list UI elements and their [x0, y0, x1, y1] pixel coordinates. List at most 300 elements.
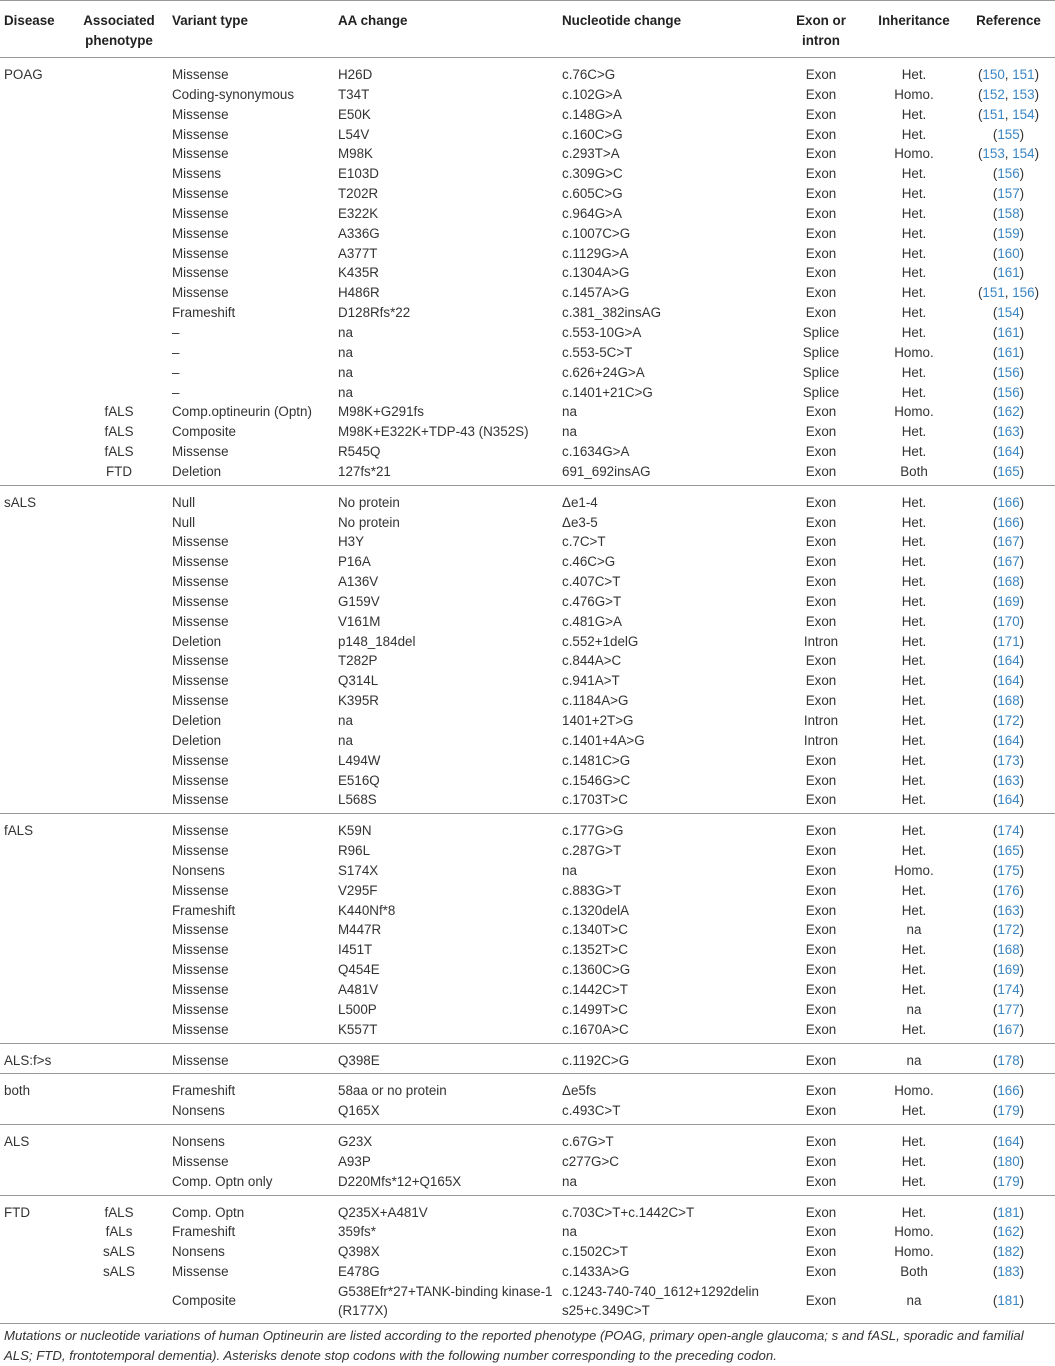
phenotype-cell — [70, 940, 168, 960]
exon-or-intron-cell: Exon — [776, 1282, 866, 1324]
disease-cell — [0, 572, 70, 592]
aa-change-cell: T282P — [338, 653, 378, 669]
table-row — [0, 184, 1055, 204]
reference-link[interactable]: 178 — [997, 1052, 1020, 1068]
nucleotide-change-cell: c.287G>T — [562, 843, 622, 859]
nucleotide-change-cell: c277G>C — [562, 1153, 619, 1169]
exon-or-intron-cell: Exon — [805, 882, 837, 898]
header-exon-or-intron: Exon or intron — [776, 1, 866, 58]
reference-link[interactable]: 179 — [997, 1173, 1020, 1189]
reference-link[interactable]: 166 — [997, 514, 1020, 530]
aa-change-cell: Q165X — [334, 1101, 558, 1124]
reference-link[interactable]: 168 — [997, 942, 1020, 958]
reference-cell: (163) — [992, 424, 1025, 440]
reference-link[interactable]: 176 — [997, 882, 1020, 898]
disease-cell — [0, 283, 70, 303]
nucleotide-change-cell: c.1352T>C — [562, 942, 628, 958]
reference-link[interactable]: 154 — [1012, 106, 1035, 122]
reference-cell: (182) — [992, 1244, 1025, 1260]
inheritance-cell: na — [906, 922, 922, 938]
reference-link[interactable]: 163 — [997, 772, 1020, 788]
exon-or-intron-cell: Splice — [802, 324, 840, 340]
table-row — [0, 592, 1055, 612]
inheritance-cell: Het. — [901, 713, 927, 728]
variant-type-cell: Missense — [172, 882, 229, 898]
nucleotide-change-cell: c.1401+21C>G — [562, 384, 653, 400]
phenotype-cell — [70, 841, 168, 861]
reference-cell: (166) — [992, 494, 1025, 510]
nucleotide-change-cell: c.476G>T — [562, 593, 622, 609]
exon-or-intron-cell: Exon — [776, 1101, 866, 1124]
header-nucleotide-change: Nucleotide change — [558, 1, 776, 58]
exon-or-intron-cell: Exon — [805, 1001, 837, 1017]
reference-link[interactable]: 177 — [997, 1001, 1020, 1017]
variant-type-cell: Missense — [172, 1264, 229, 1280]
nucleotide-change-cell: c.1634G>A — [562, 444, 630, 460]
reference-link[interactable]: 163 — [997, 902, 1020, 918]
reference-link[interactable]: 164 — [997, 444, 1020, 460]
disease-cell — [0, 303, 70, 323]
phenotype-cell — [70, 751, 168, 771]
nucleotide-change-cell: Δe5fs — [562, 1083, 597, 1099]
reference-link[interactable]: 164 — [997, 653, 1020, 669]
phenotype-cell — [70, 731, 168, 751]
reference-link[interactable]: 156 — [997, 364, 1020, 380]
nucleotide-change-cell: na — [562, 424, 577, 440]
phenotype-cell: fALs — [105, 1224, 133, 1240]
inheritance-cell: Both — [900, 1264, 928, 1280]
variant-type-cell: Frameshift — [172, 1083, 236, 1099]
nucleotide-change-cell: c.102G>A — [562, 86, 622, 102]
reference-link[interactable]: 172 — [997, 713, 1020, 728]
inheritance-cell: Het. — [901, 106, 927, 122]
reference-link[interactable]: 161 — [997, 265, 1020, 281]
reference-link[interactable]: 163 — [997, 424, 1020, 440]
variant-type-cell: Nonsens — [168, 1101, 334, 1124]
disease-cell — [0, 612, 70, 632]
table-row — [0, 1172, 1055, 1195]
nucleotide-change-cell: c.1304A>G — [562, 265, 630, 281]
exon-or-intron-cell: Splice — [802, 384, 840, 400]
table-row — [0, 363, 1055, 383]
nucleotide-change-cell: c.964G>A — [562, 205, 622, 221]
inheritance-cell: Het. — [901, 364, 927, 380]
table-row — [0, 552, 1055, 572]
variant-type-cell: Missense — [168, 790, 334, 813]
reference-link[interactable]: 159 — [997, 225, 1020, 241]
reference-link[interactable]: 174 — [997, 823, 1020, 839]
disease-cell — [0, 402, 70, 422]
reference-link[interactable]: 173 — [997, 752, 1020, 768]
reference-link[interactable]: 161 — [997, 324, 1020, 340]
aa-change-cell: A336G — [338, 225, 380, 241]
disease-cell — [0, 771, 70, 791]
reference-link[interactable]: 151 — [1012, 67, 1035, 82]
aa-change-cell: No protein — [338, 494, 400, 510]
disease-cell — [0, 513, 70, 533]
phenotype-cell — [70, 125, 168, 145]
aa-change-cell: H486R — [338, 285, 380, 301]
disease-cell: sALS — [4, 494, 37, 510]
disease-cell — [0, 1152, 70, 1172]
reference-link[interactable]: 151 — [982, 106, 1005, 122]
variant-type-cell: Frameshift — [172, 902, 236, 918]
variant-type-cell: Missense — [172, 265, 229, 281]
inheritance-cell: Het. — [901, 126, 927, 142]
reference-link[interactable]: 156 — [997, 384, 1020, 400]
table-row — [0, 940, 1055, 960]
reference-cell: (150, 151) — [977, 67, 1040, 82]
table-group — [0, 1074, 1055, 1125]
phenotype-cell: sALS — [102, 1264, 135, 1280]
reference-link[interactable]: 165 — [997, 843, 1020, 859]
nucleotide-change-cell: c.1360C>G — [562, 962, 631, 978]
reference-cell: (159) — [992, 225, 1025, 241]
phenotype-cell: fALS — [104, 444, 134, 460]
disease-cell — [0, 940, 70, 960]
inheritance-cell: Both — [866, 462, 962, 485]
variant-type-cell: Missense — [172, 1001, 229, 1017]
nucleotide-change-cell: c.1481C>G — [562, 752, 631, 768]
exon-or-intron-cell: Exon — [805, 1264, 837, 1280]
exon-or-intron-cell: Exon — [805, 752, 837, 768]
exon-or-intron-cell: Exon — [805, 653, 837, 669]
nucleotide-change-cell: 1401+2T>G — [562, 713, 634, 728]
reference-link[interactable]: 160 — [997, 245, 1020, 261]
exon-or-intron-cell: Exon — [805, 205, 837, 221]
reference-link[interactable]: 168 — [997, 693, 1020, 709]
disease-cell — [0, 552, 70, 572]
exon-or-intron-cell: Exon — [805, 574, 837, 590]
inheritance-cell: Het. — [901, 693, 927, 709]
table-row — [0, 244, 1055, 264]
aa-change-cell: K395R — [338, 693, 379, 709]
variant-type-cell: Comp. Optn — [172, 1204, 245, 1220]
aa-change-cell: H3Y — [338, 534, 365, 550]
exon-or-intron-cell: Exon — [805, 862, 837, 878]
reference-cell: (151, 156) — [977, 285, 1040, 301]
reference-link[interactable]: 166 — [997, 1083, 1020, 1099]
disease-cell — [0, 960, 70, 980]
reference-cell: (168) — [992, 942, 1025, 958]
reference-cell: (164) — [992, 732, 1025, 748]
variant-type-cell: Missense — [172, 534, 229, 550]
reference-link[interactable]: 165 — [997, 463, 1020, 479]
reference-cell: (170) — [992, 613, 1025, 629]
aa-change-cell: I451T — [338, 942, 373, 958]
disease-cell — [0, 144, 70, 164]
inheritance-cell: Homo. — [894, 1244, 934, 1260]
reference-link[interactable]: 156 — [997, 166, 1020, 182]
phenotype-cell — [70, 671, 168, 691]
table-row — [0, 1222, 1055, 1242]
reference-link[interactable]: 172 — [997, 922, 1020, 938]
reference-cell: (175) — [992, 862, 1025, 878]
nucleotide-change-cell: c.553-5C>T — [562, 344, 633, 360]
disease-cell — [0, 85, 70, 105]
exon-or-intron-cell: Exon — [776, 1020, 866, 1043]
reference-link[interactable]: 162 — [997, 404, 1020, 420]
aa-change-cell: L54V — [338, 126, 370, 142]
variant-type-cell: Missens — [172, 166, 222, 182]
reference-link[interactable]: 164 — [997, 1134, 1020, 1150]
table-row — [0, 1262, 1055, 1282]
reference-link[interactable]: 153 — [982, 146, 1005, 162]
disease-cell — [0, 1242, 70, 1262]
reference-cell: (164) — [992, 653, 1025, 669]
reference-link[interactable]: 167 — [997, 1021, 1020, 1037]
inheritance-cell: Het. — [901, 653, 927, 669]
reference-link[interactable]: 175 — [997, 862, 1020, 878]
reference-cell: (155) — [992, 126, 1025, 142]
nucleotide-change-cell: c.1442C>T — [562, 981, 628, 997]
aa-change-cell: G159V — [338, 593, 380, 609]
reference-cell: (179) — [962, 1172, 1055, 1195]
reference-cell: (157) — [992, 186, 1025, 202]
reference-link[interactable]: 174 — [997, 981, 1020, 997]
variant-type-cell: Missense — [168, 1043, 334, 1074]
reference-link[interactable]: 154 — [997, 305, 1020, 321]
variant-type-cell: – — [172, 384, 180, 400]
disease-cell: ALS:f>s — [0, 1043, 70, 1074]
header-aa-change: AA change — [334, 1, 558, 58]
phenotype-cell — [70, 58, 168, 85]
table-row — [0, 1000, 1055, 1020]
table-row — [0, 204, 1055, 224]
table-row — [0, 283, 1055, 303]
inheritance-cell: Het. — [901, 962, 927, 978]
reference-cell: (161) — [992, 324, 1025, 340]
inheritance-cell: Het. — [866, 1020, 962, 1043]
reference-link[interactable]: 164 — [997, 732, 1020, 748]
reference-link[interactable]: 155 — [997, 126, 1020, 142]
nucleotide-change-cell: na — [562, 1224, 577, 1240]
nucleotide-change-cell: c.941A>T — [562, 673, 620, 689]
aa-change-cell: M98K+E322K+TDP-43 (N352S) — [338, 424, 529, 440]
exon-or-intron-cell: Exon — [805, 186, 837, 202]
reference-link[interactable]: 158 — [997, 205, 1020, 221]
phenotype-cell — [70, 814, 168, 841]
variant-type-cell: Missense — [172, 67, 229, 82]
nucleotide-change-cell: c.309G>C — [562, 166, 623, 182]
reference-link[interactable]: 180 — [997, 1153, 1020, 1169]
disease-cell — [0, 1262, 70, 1282]
variant-type-cell: Deletion — [168, 462, 334, 485]
aa-change-cell: G538Efr*27+TANK-binding kinase-1 (R177X) — [334, 1282, 558, 1324]
table-row — [0, 901, 1055, 921]
reference-cell: (164) — [992, 1134, 1025, 1150]
nucleotide-change-cell: c.1546G>C — [562, 772, 631, 788]
inheritance-cell: Homo. — [894, 1224, 934, 1240]
inheritance-cell: Het. — [901, 245, 927, 261]
reference-link[interactable]: 161 — [997, 344, 1020, 360]
disease-cell — [0, 920, 70, 940]
table-row — [0, 651, 1055, 671]
nucleotide-change-cell: c.844A>C — [562, 653, 622, 669]
inheritance-cell: Het. — [901, 752, 927, 768]
phenotype-cell — [70, 323, 168, 343]
inheritance-cell: Het. — [901, 633, 927, 649]
nucleotide-change-cell: c.160C>G — [562, 126, 623, 142]
inheritance-cell: Homo. — [894, 146, 934, 162]
reference-link[interactable]: 182 — [997, 1244, 1020, 1260]
phenotype-cell — [70, 980, 168, 1000]
reference-link[interactable]: 152 — [982, 86, 1005, 102]
phenotype-cell — [70, 790, 168, 813]
reference-cell: (166) — [992, 1083, 1025, 1099]
reference-cell: (153, 154) — [977, 146, 1040, 162]
reference-link[interactable]: 179 — [997, 1103, 1020, 1119]
exon-or-intron-cell: Exon — [805, 514, 837, 530]
reference-link[interactable]: 168 — [997, 574, 1020, 590]
table-row — [0, 1242, 1055, 1262]
variant-type-cell: Missense — [172, 981, 229, 997]
exon-or-intron-cell: Exon — [805, 86, 837, 102]
aa-change-cell: A481V — [338, 981, 379, 997]
variant-type-cell: Missense — [172, 1153, 229, 1169]
inheritance-cell: Het. — [901, 772, 927, 788]
inheritance-cell: Het. — [901, 574, 927, 590]
aa-change-cell: na — [338, 732, 353, 748]
variant-type-cell: Nonsens — [172, 1134, 225, 1150]
exon-or-intron-cell: Exon — [805, 902, 837, 918]
aa-change-cell: na — [338, 344, 353, 360]
table-group — [0, 814, 1055, 1043]
disease-cell — [0, 790, 70, 813]
reference-link[interactable]: 164 — [997, 673, 1020, 689]
reference-link[interactable]: 150 — [982, 67, 1005, 82]
disease-cell — [0, 861, 70, 881]
table-row — [0, 1020, 1055, 1043]
variant-type-cell: Missense — [172, 593, 229, 609]
variant-type-cell: Composite — [168, 1282, 334, 1324]
reference-link[interactable]: 166 — [997, 494, 1020, 510]
nucleotide-change-cell: c.7C>T — [562, 534, 606, 550]
phenotype-cell — [70, 513, 168, 533]
nucleotide-change-cell: c.1502C>T — [562, 1244, 628, 1260]
table-row — [0, 920, 1055, 940]
nucleotide-change-cell: na — [558, 1172, 776, 1195]
variant-type-cell: – — [172, 344, 180, 360]
inheritance-cell: Het. — [901, 166, 927, 182]
variant-type-cell: Missense — [172, 186, 229, 202]
aa-change-cell: M98K — [338, 146, 373, 162]
reference-link[interactable]: 154 — [1012, 146, 1035, 162]
aa-change-cell: G23X — [338, 1134, 373, 1150]
nucleotide-change-cell: c.1320delA — [562, 902, 630, 918]
inheritance-cell: Het. — [901, 843, 927, 859]
phenotype-cell — [70, 771, 168, 791]
table-row — [0, 790, 1055, 813]
reference-link[interactable]: 170 — [997, 613, 1020, 629]
nucleotide-change-cell: c.148G>A — [562, 106, 622, 122]
variant-type-cell: Deletion — [172, 713, 222, 728]
reference-link[interactable]: 183 — [997, 1264, 1020, 1280]
phenotype-cell — [70, 632, 168, 652]
phenotype-cell: fALS — [104, 1204, 134, 1220]
reference-link[interactable]: 157 — [997, 186, 1020, 202]
reference-link[interactable]: 169 — [997, 962, 1020, 978]
reference-link[interactable]: 164 — [997, 792, 1020, 808]
inheritance-cell: Het. — [901, 1134, 927, 1150]
disease-cell — [0, 1222, 70, 1242]
reference-link[interactable]: 153 — [1012, 86, 1035, 102]
variant-type-cell: – — [172, 364, 180, 380]
aa-change-cell: A136V — [338, 574, 379, 590]
phenotype-cell — [70, 711, 168, 731]
inheritance-cell: Het. — [901, 494, 927, 510]
exon-or-intron-cell: Exon — [805, 1134, 837, 1150]
variant-type-cell: Missense — [168, 1020, 334, 1043]
reference-link[interactable]: 181 — [997, 1204, 1020, 1220]
phenotype-cell — [70, 612, 168, 632]
table-group — [0, 1125, 1055, 1196]
exon-or-intron-cell: Exon — [805, 106, 837, 122]
inheritance-cell: Het. — [866, 790, 962, 813]
aa-change-cell: na — [338, 324, 353, 340]
aa-change-cell: p148_184del — [338, 633, 416, 649]
nucleotide-change-cell: na — [562, 862, 577, 878]
reference-cell: (179) — [962, 1101, 1055, 1124]
reference-cell: (162) — [992, 404, 1025, 420]
reference-link[interactable]: 167 — [997, 554, 1020, 570]
inheritance-cell: Homo. — [894, 404, 934, 420]
header-reference: Reference — [962, 1, 1055, 58]
exon-or-intron-cell: Splice — [802, 364, 840, 380]
phenotype-cell — [70, 1125, 168, 1152]
reference-link[interactable]: 162 — [997, 1224, 1020, 1240]
reference-link[interactable]: 156 — [1012, 285, 1035, 301]
aa-change-cell: R96L — [338, 843, 371, 859]
reference-cell: (169) — [992, 962, 1025, 978]
disease-cell — [0, 323, 70, 343]
variant-type-cell: Missense — [172, 205, 229, 221]
variant-type-cell: Composite — [172, 424, 237, 440]
aa-change-cell: P16A — [338, 554, 371, 570]
reference-link[interactable]: 181 — [997, 1293, 1020, 1309]
reference-cell: (167) — [992, 534, 1025, 550]
table-row — [0, 691, 1055, 711]
disease-cell — [0, 711, 70, 731]
disease-cell — [0, 1101, 70, 1124]
nucleotide-change-cell: c.1670A>C — [558, 1020, 776, 1043]
reference-cell: (164) — [992, 444, 1025, 460]
table-row — [0, 105, 1055, 125]
reference-link[interactable]: 169 — [997, 593, 1020, 609]
aa-change-cell: M98K+G291fs — [338, 404, 424, 420]
reference-link[interactable]: 167 — [997, 534, 1020, 550]
table-row — [0, 164, 1055, 184]
reference-cell: (161) — [992, 265, 1025, 281]
inheritance-cell: Het. — [901, 285, 927, 301]
exon-or-intron-cell: Exon — [776, 1172, 866, 1195]
table-row — [0, 125, 1055, 145]
phenotype-cell — [70, 244, 168, 264]
phenotype-cell — [70, 1020, 168, 1043]
nucleotide-change-cell: Δe3-5 — [562, 514, 598, 530]
inheritance-cell: Het. — [901, 1204, 927, 1220]
exon-or-intron-cell: Exon — [805, 126, 837, 142]
variant-type-cell: Missense — [172, 653, 229, 669]
reference-link[interactable]: 151 — [982, 285, 1005, 301]
reference-link[interactable]: 171 — [997, 633, 1020, 649]
header-row — [0, 1, 1055, 58]
exon-or-intron-cell: Exon — [805, 245, 837, 261]
variant-type-cell: Missense — [172, 444, 229, 460]
variant-type-cell: Missense — [172, 673, 229, 689]
inheritance-cell: Het. — [901, 444, 927, 460]
phenotype-cell — [70, 144, 168, 164]
